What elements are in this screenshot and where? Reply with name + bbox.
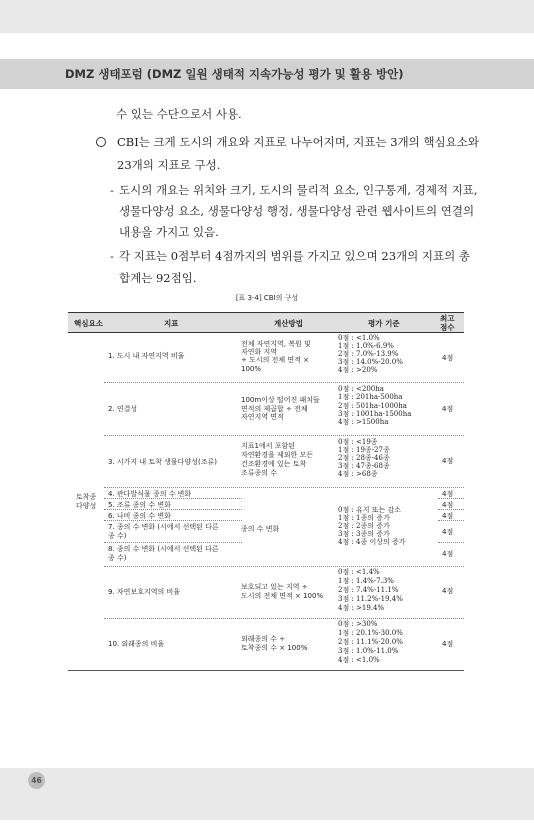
- criteria-cell: 3점 : 1001ha-1500ha: [338, 410, 412, 418]
- row-divider: [104, 509, 242, 510]
- sub-bullet-text: 도시의 개요는 위치와 크기, 도시의 물리적 요소, 인구통계, 경제적 지표,: [119, 183, 478, 197]
- criteria-cell: 1점 : 1.0%-6.9%: [338, 342, 394, 350]
- max-score-cell: 4점: [442, 354, 454, 362]
- indicator-cell: 9. 자연보호지역의 비율: [108, 588, 180, 596]
- criteria-cell: 4점 : >19.4%: [338, 604, 385, 612]
- method-cell: 보호되고 있는 지역 ÷: [241, 583, 308, 591]
- header-max: 최고: [440, 314, 455, 323]
- row-divider: [438, 542, 464, 543]
- header-method: 계산방법: [274, 319, 303, 328]
- circle-bullet-icon: [96, 137, 106, 147]
- method-cell: 종의 수 변화: [241, 525, 280, 533]
- method-cell: 100m이상 떨어진 패치들: [241, 396, 320, 404]
- core-label: 다양성: [76, 502, 97, 510]
- table-caption: [표 3-4] CBI의 구성: [235, 294, 299, 302]
- criteria-cell: 3점 : 1.0%-11.0%: [338, 647, 399, 655]
- method-cell: 조류종의 수: [241, 469, 278, 477]
- running-header: DMZ 생태포럼 (DMZ 일원 생태적 지속가능성 평가 및 활용 방안): [65, 67, 404, 81]
- criteria-cell: 2점 : 28종-46종: [338, 454, 390, 462]
- criteria-cell: 3점 : 3종의 증가: [338, 530, 390, 538]
- max-score-cell: 4점: [442, 490, 454, 498]
- method-cell: 건조환경에 있는 토착: [241, 460, 307, 468]
- criteria-cell: 2점 : 501ha-1000ha: [338, 402, 407, 410]
- method-cell: 자연화 지역: [241, 348, 278, 356]
- sub-bullet-text: 내용을 가지고 있음.: [119, 225, 219, 239]
- method-cell: 면적의 제곱합 ÷ 전체: [241, 405, 308, 413]
- row-divider: [104, 487, 464, 488]
- method-cell: 자연지역 면적: [241, 413, 284, 421]
- method-cell: 토착종의 수 × 100%: [241, 644, 308, 652]
- method-cell: ÷ 도시의 전체 면적 ×: [241, 356, 309, 364]
- max-score-cell: 4점: [442, 528, 454, 536]
- criteria-cell: 2점 : 7.0%-13.9%: [338, 350, 399, 358]
- criteria-cell: 1점 : 20.1%-30.0%: [338, 629, 403, 637]
- page-number: 46: [28, 772, 45, 789]
- dash-marker: -: [110, 183, 114, 197]
- footer-band: [0, 768, 534, 820]
- criteria-cell: 0점 : <1.0%: [338, 334, 380, 342]
- criteria-cell: 2점 : 2종의 증가: [338, 522, 390, 530]
- row-divider: [438, 509, 464, 510]
- indicator-cell: 2. 연결성: [108, 405, 138, 413]
- row-divider: [104, 542, 242, 543]
- criteria-cell: 0점 : >30%: [338, 620, 378, 628]
- criteria-cell: 0점 : <19종: [338, 438, 378, 446]
- header-core: 핵심요소: [74, 319, 103, 328]
- dash-marker: -: [110, 249, 114, 263]
- indicator-cell: 3. 시가지 내 토착 생물다양성(조류): [108, 458, 217, 466]
- indicator-cell: 8. 종의 수 변화 (시에서 선택된 다른: [108, 545, 219, 553]
- top-band: [0, 0, 534, 33]
- method-cell: 100%: [241, 365, 262, 373]
- max-score-cell: 4점: [442, 587, 454, 595]
- criteria-cell: 1점 : 201ha-500ha: [338, 393, 403, 401]
- row-divider: [438, 520, 464, 521]
- cbi-table: [68, 312, 464, 670]
- criteria-cell: 1점 : 1종의 증가: [338, 514, 390, 522]
- max-score-cell: 4점: [442, 550, 454, 558]
- criteria-cell: 4점 : >1500ha: [338, 418, 389, 426]
- method-cell: 자연환경을 제외한 모든: [241, 451, 314, 459]
- header-criteria: 평가 기준: [368, 319, 400, 328]
- criteria-cell: 1점 : 1.4%-7.3%: [338, 577, 394, 585]
- row-divider: [104, 520, 242, 521]
- criteria-cell: 1점 : 19종-27종: [338, 446, 390, 454]
- indicator-cell: 1. 도시 내 자연지역 비율: [108, 352, 185, 360]
- criteria-cell: 4점 : >20%: [338, 366, 378, 374]
- row-divider: [438, 498, 464, 499]
- indicator-cell: 10. 외래종의 비율: [108, 640, 165, 648]
- max-score-cell: 4점: [442, 501, 454, 509]
- indicator-cell: 종 수): [108, 554, 127, 562]
- criteria-cell: 0점 : <200ha: [338, 385, 384, 393]
- criteria-cell: 4점 : >68종: [338, 470, 378, 478]
- method-cell: 도시의 전체 면적 × 100%: [241, 592, 324, 600]
- row-divider: [104, 498, 242, 499]
- criteria-cell: 3점 : 47종-68종: [338, 462, 390, 470]
- method-cell: 지표1에서 포함된: [241, 442, 296, 450]
- row-divider: [104, 382, 464, 383]
- indicator-cell: 4. 관다발식물 종의 수 변화: [108, 490, 192, 498]
- criteria-cell: 3점 : 14.0%-20.0%: [338, 358, 403, 366]
- criteria-cell: 4점 : <1.0%: [338, 656, 380, 664]
- bullet-text: 23개의 지표로 구성.: [117, 158, 221, 172]
- max-score-cell: 4점: [442, 512, 454, 520]
- row-divider: [104, 435, 464, 436]
- max-score-cell: 4점: [442, 405, 454, 413]
- row-divider: [104, 618, 464, 619]
- table-bottom-rule: [68, 670, 464, 671]
- header-max: 점수: [440, 323, 455, 332]
- indicator-cell: 7. 종의 수 변화 (시에서 선택된 다른: [108, 523, 219, 531]
- method-cell: 외래종의 수 ÷: [241, 635, 286, 643]
- bullet-text: CBI는 크게 도시의 개요와 지표로 나누어지며, 지표는 3개의 핵심요소와: [117, 135, 479, 149]
- table-header-row: [68, 312, 464, 333]
- criteria-cell: 3점 : 11.2%-19.4%: [338, 595, 403, 603]
- indicator-cell: 5. 조류 종의 수 변화: [108, 501, 171, 509]
- sub-bullet-text: 생물다양성 요소, 생물다양성 행정, 생물다양성 관련 웹사이트의 연결의: [119, 204, 475, 218]
- max-score-cell: 4점: [442, 640, 454, 648]
- method-cell: 전체 자연지역, 복원 및: [241, 340, 311, 348]
- header-indicator: 지표: [164, 319, 179, 328]
- criteria-cell: 2점 : 7.4%-11.1%: [338, 586, 399, 594]
- row-divider: [104, 566, 464, 567]
- paragraph-line: 수 있는 수단으로서 사용.: [116, 107, 242, 121]
- indicator-cell: 6. 나비 종의 수 변화: [108, 512, 171, 520]
- max-score-cell: 4점: [442, 457, 454, 465]
- indicator-cell: 종 수): [108, 532, 127, 540]
- sub-bullet-text: 합계는 92점임.: [119, 271, 197, 285]
- criteria-cell: 4점 : 4종 이상의 증가: [338, 538, 406, 546]
- core-label: 토착종: [76, 493, 97, 501]
- sub-bullet-text: 각 지표는 0점부터 4점까지의 범위를 가지고 있으며 23개의 지표의 총: [119, 249, 470, 263]
- criteria-cell: 0점 : <1.4%: [338, 568, 380, 576]
- criteria-cell: 2점 : 11.1%-20.0%: [338, 638, 403, 646]
- criteria-cell: 0점 : 유지 또는 감소: [338, 506, 402, 514]
